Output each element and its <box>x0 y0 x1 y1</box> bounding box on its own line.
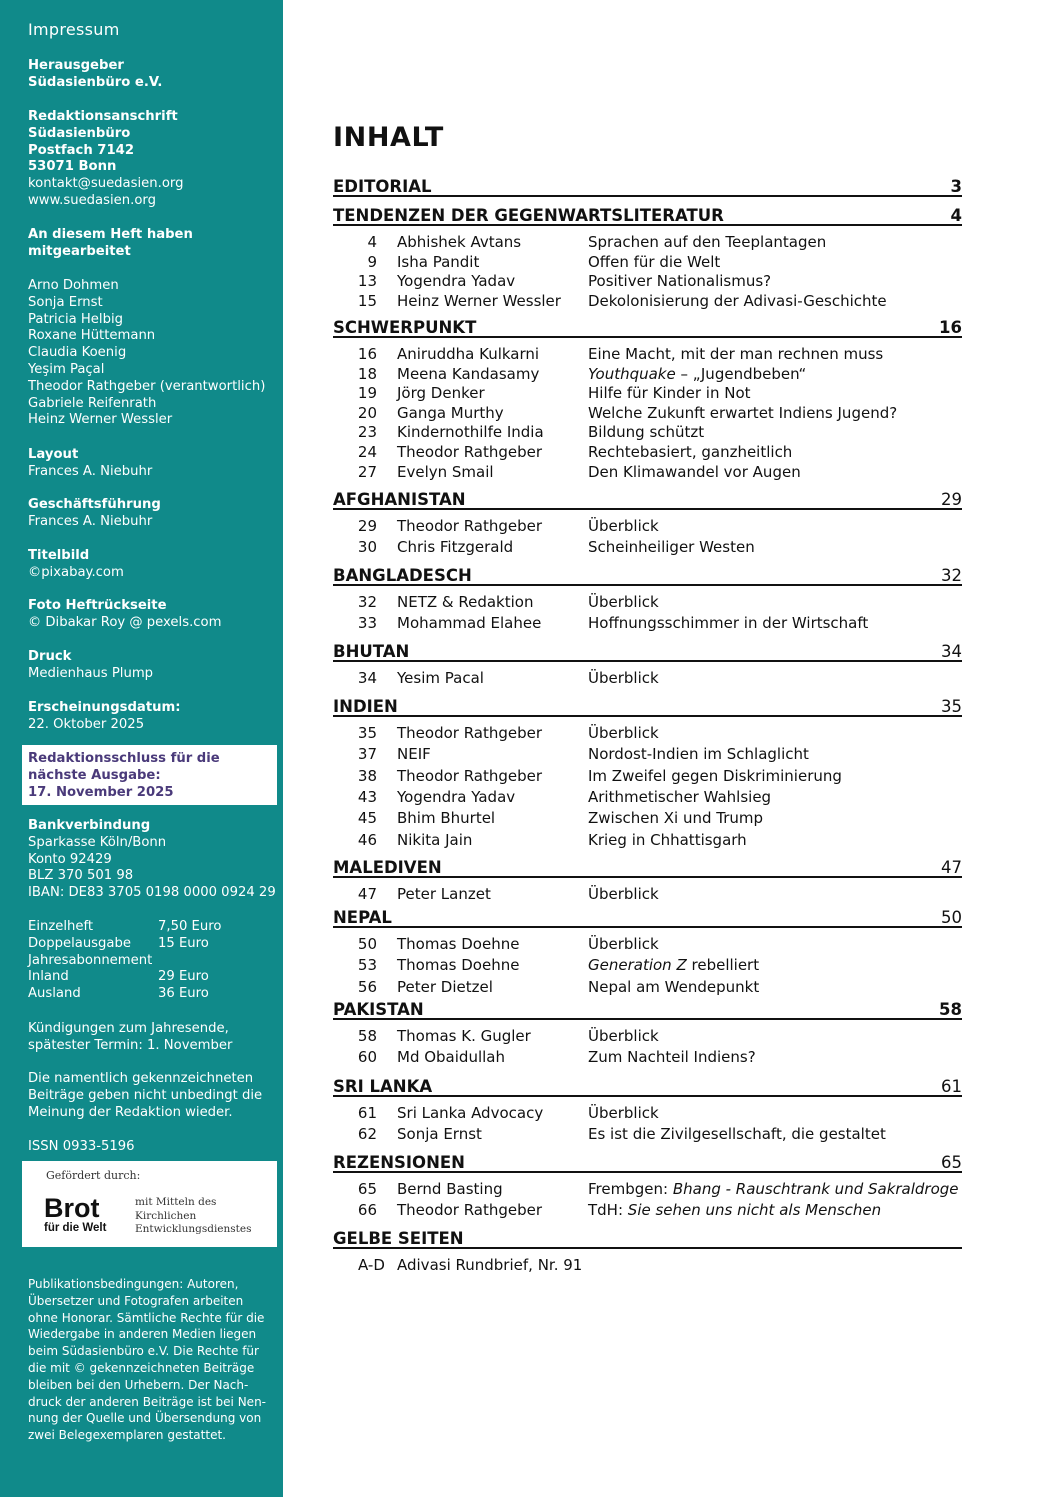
toc-entry-title: Rechtebasiert, ganzheitlich <box>588 443 793 461</box>
druck-value: Medienhaus Plump <box>28 665 154 681</box>
anschrift-line: 53071 Bonn <box>28 159 117 175</box>
price-row <box>28 986 221 1003</box>
toc-entry[interactable] <box>333 934 962 954</box>
toc-entry[interactable] <box>333 613 962 633</box>
herausgeber-block <box>28 58 162 92</box>
toc-section-header[interactable] <box>333 204 962 226</box>
toc-entry-page: 15 <box>357 292 377 310</box>
anschrift-label: Redaktionsanschrift <box>28 109 178 124</box>
toc-section-header[interactable] <box>333 1151 962 1173</box>
kuendigung-line: Kündigungen zum Jahresende, <box>28 1021 229 1036</box>
toc-entry[interactable] <box>333 462 962 482</box>
anschrift-line: Südasienbüro <box>28 125 131 141</box>
contributor: Patricia Helbig <box>28 311 123 327</box>
contributor: Arno Dohmen <box>28 278 119 293</box>
toc-entry-page: 50 <box>357 935 377 953</box>
toc-section-label: PAKISTAN <box>333 1000 424 1019</box>
toc-entry[interactable] <box>333 977 962 997</box>
druck-block <box>28 649 153 683</box>
toc-section-label: BANGLADESCH <box>333 566 472 585</box>
toc-entry-page: 20 <box>357 404 377 422</box>
toc-entry-author: Theodor Rathgeber <box>397 1201 543 1219</box>
toc-entry[interactable] <box>333 422 962 442</box>
toc-entry-title: Sprachen auf den Teeplantagen <box>588 233 827 251</box>
toc-entry[interactable] <box>333 1026 962 1046</box>
price-row <box>28 919 221 936</box>
foto-label: Foto Heftrückseite <box>28 598 167 613</box>
redaktionsschluss-box <box>22 745 277 805</box>
toc-entry[interactable] <box>333 364 962 384</box>
toc-entry-author: Adivasi Rundbrief, Nr. 91 <box>397 1256 583 1274</box>
toc-section-label: MALEDIVEN <box>333 858 442 877</box>
toc-entry[interactable] <box>333 1179 962 1199</box>
toc-entry-author: Peter Lanzet <box>397 885 491 903</box>
titelbild-block <box>28 548 124 582</box>
toc-section-header[interactable] <box>333 906 962 928</box>
toc-entry-title: Positiver Nationalismus? <box>588 272 772 290</box>
toc-entry[interactable] <box>333 516 962 536</box>
price-row <box>28 936 221 953</box>
toc-entry-page: 27 <box>357 463 377 481</box>
toc-entry-author: Abhishek Avtans <box>397 233 522 251</box>
gf-block <box>28 497 161 531</box>
toc-entry-author: NEIF <box>397 745 431 763</box>
anschrift-line: Postfach 7142 <box>28 142 135 158</box>
issn: ISSN 0933-5196 <box>28 1139 135 1154</box>
toc-entry-title: Arithmetischer Wahlsieg <box>588 788 772 806</box>
bank-block <box>28 818 276 902</box>
disclaimer-line: Beiträge geben nicht unbedingt die <box>28 1087 263 1103</box>
toc-entry-title: Überblick <box>588 1104 659 1122</box>
prices-block <box>28 919 221 1003</box>
impressum-sidebar <box>0 0 283 1497</box>
toc-entry[interactable] <box>333 744 962 764</box>
toc-entry-page: 30 <box>357 538 377 556</box>
toc-entry-title: Frembgen: Bhang - Rauschtrank und Sakraldroge <box>588 1180 959 1198</box>
toc-entry-title: Überblick <box>588 1027 659 1045</box>
toc-section-label: SCHWERPUNKT <box>333 318 477 337</box>
contact-website[interactable]: www.suedasien.org <box>28 192 156 208</box>
disclaimer-line: Die namentlich gekennzeichneten <box>28 1071 254 1086</box>
bank-line: IBAN: DE83 3705 0198 0000 0924 29 <box>28 885 276 901</box>
toc-section-page: 35 <box>941 697 962 716</box>
toc-entry-author: NETZ & Redaktion <box>397 593 534 611</box>
toc-section-label: AFGHANISTAN <box>333 490 466 509</box>
toc-entry[interactable] <box>333 955 962 975</box>
toc-entry[interactable] <box>333 592 962 612</box>
toc-entry-page: 9 <box>367 253 377 271</box>
toc-section-header[interactable] <box>333 1075 962 1097</box>
contributor: Yeşim Paçal <box>28 361 105 377</box>
toc-entry-author: Kindernothilfe India <box>397 423 544 441</box>
toc-entry-title: Eine Macht, mit der man rechnen muss <box>588 345 884 363</box>
toc-entry-author: Theodor Rathgeber <box>397 517 543 535</box>
toc-entry-title: Überblick <box>588 593 659 611</box>
brot-fuer-die-welt-logo: Brot <box>44 1193 100 1223</box>
price-label: Einzelheft <box>28 919 94 934</box>
kuendigung-block <box>28 1021 232 1055</box>
brot-logo-subtitle: für die Welt <box>44 1222 107 1234</box>
contact-email[interactable]: kontakt@suedasien.org <box>28 176 184 192</box>
toc-section-label: TENDENZEN DER GEGENWARTSLITERATUR <box>333 206 724 225</box>
toc-entry-author: Theodor Rathgeber <box>397 767 543 785</box>
toc-entry[interactable] <box>333 1255 962 1275</box>
toc-entry-author: Theodor Rathgeber <box>397 724 543 742</box>
layout-block <box>28 447 152 481</box>
foto-value: © Dibakar Roy @ pexels.com <box>28 614 222 630</box>
toc-section-label: NEPAL <box>333 908 392 927</box>
toc-entry-page: 32 <box>357 593 377 611</box>
toc-entry[interactable] <box>333 808 962 828</box>
price-label: Doppelausgabe <box>28 935 131 951</box>
toc-entry-title: Überblick <box>588 935 659 953</box>
toc-entry-page: 16 <box>357 345 377 363</box>
toc-entry-page: 24 <box>357 443 377 461</box>
toc-entry[interactable] <box>333 271 962 291</box>
toc-entry-page: 62 <box>357 1125 377 1143</box>
toc-section-page: 58 <box>939 1000 962 1019</box>
disclaimer-line: Meinung der Redaktion wieder. <box>28 1104 233 1120</box>
toc-entry-page: 19 <box>357 384 377 402</box>
toc-entry-title: Dekolonisierung der Adivasi-Geschichte <box>588 292 887 310</box>
toc-entry-author: Evelyn Smail <box>397 463 494 481</box>
toc-entry-page: 4 <box>367 233 377 251</box>
toc-entry-author: Bhim Bhurtel <box>397 809 496 827</box>
toc-entry-page: 18 <box>357 365 377 383</box>
toc-entry-title: Zum Nachteil Indiens? <box>588 1048 756 1066</box>
bank-line: BLZ 370 501 98 <box>28 868 134 884</box>
mitgearbeitet-label: An diesem Heft haben <box>28 227 193 242</box>
toc-entry[interactable] <box>333 344 962 364</box>
toc-entry-page: 38 <box>357 767 377 785</box>
toc-entry-title: Hoffnungsschimmer in der Wirtschaft <box>588 614 869 632</box>
sponsor-lead: Gefördert durch: <box>46 1169 141 1182</box>
toc-entry-title: Offen für die Welt <box>588 253 721 271</box>
toc-section-page: 34 <box>941 642 962 661</box>
toc-entry[interactable] <box>333 1047 962 1067</box>
toc-entry[interactable] <box>333 537 962 557</box>
toc-entry-author: Mohammad Elahee <box>397 614 542 632</box>
price-value: 29 Euro <box>158 969 209 985</box>
toc-section-page: 29 <box>941 490 962 509</box>
toc-entry[interactable] <box>333 1124 962 1144</box>
toc-entry-page: 37 <box>357 745 377 763</box>
toc-section-label: INDIEN <box>333 697 398 716</box>
toc-entry-title: Überblick <box>588 724 659 742</box>
toc-section-label: SRI LANKA <box>333 1077 433 1096</box>
toc-entry-page: 65 <box>357 1180 377 1198</box>
bank-line: Konto 92429 <box>28 851 112 867</box>
layout-value: Frances A. Niebuhr <box>28 463 153 479</box>
toc-section-page: 61 <box>941 1077 962 1096</box>
toc-entry[interactable] <box>333 252 962 272</box>
titelbild-value: ©pixabay.com <box>28 564 124 580</box>
toc-entry-title: Zwischen Xi und Trump <box>588 809 764 827</box>
toc-section-page: 47 <box>941 858 962 877</box>
toc-entry-title: Welche Zukunft erwartet Indiens Jugend? <box>588 404 898 422</box>
toc-entry-author: Nikita Jain <box>397 831 473 849</box>
toc-section-header[interactable] <box>333 175 962 197</box>
toc-entry-page: 56 <box>357 978 377 996</box>
contributors-list <box>28 278 265 429</box>
toc-entry-title: Nepal am Wendepunkt <box>588 978 760 996</box>
toc-section-header[interactable] <box>333 316 962 338</box>
toc-entry[interactable] <box>333 830 962 850</box>
toc-entry-title: Im Zweifel gegen Diskriminierung <box>588 767 842 785</box>
toc-section-page: 4 <box>950 206 962 225</box>
toc-entry[interactable] <box>333 766 962 786</box>
toc-entry[interactable] <box>333 723 962 743</box>
toc-entry-title: Krieg in Chhattisgarh <box>588 831 747 849</box>
toc-entry[interactable] <box>333 1200 962 1220</box>
toc-entry-author: Yesim Pacal <box>397 669 484 687</box>
price-label: Ausland <box>28 986 81 1002</box>
toc-entry-title: TdH: Sie sehen uns nicht als Menschen <box>588 1201 882 1219</box>
contributor: Theodor Rathgeber (verantwortlich) <box>28 378 266 394</box>
toc-entry-author: Chris Fitzgerald <box>397 538 514 556</box>
toc-entry-page: 58 <box>357 1027 377 1045</box>
schluss-line: Redaktionsschluss für die <box>28 751 220 766</box>
toc-entry-author: Isha Pandit <box>397 253 480 271</box>
toc-entry[interactable] <box>333 442 962 462</box>
toc-section-header[interactable] <box>333 695 962 717</box>
toc-section-label: GELBE SEITEN <box>333 1229 464 1248</box>
sponsor-mittel: mit Mitteln des Kirchlichen Entwicklungsdienstes <box>135 1196 252 1235</box>
contributor: Roxane Hüttemann <box>28 328 156 344</box>
toc-entry[interactable] <box>333 403 962 423</box>
price-row <box>28 969 221 986</box>
toc-entry-page: 53 <box>357 956 377 974</box>
toc-entry-author: Heinz Werner Wessler <box>397 292 561 310</box>
toc-entry-page: 61 <box>357 1104 377 1122</box>
toc-section-label: BHUTAN <box>333 642 410 661</box>
layout-label: Layout <box>28 447 79 462</box>
toc-entry[interactable] <box>333 291 962 311</box>
toc-section-page: 65 <box>941 1153 962 1172</box>
toc-entry[interactable] <box>333 787 962 807</box>
toc-entry[interactable] <box>333 232 962 252</box>
price-value: 7,50 Euro <box>158 919 222 934</box>
toc-entry-author: Md Obaidullah <box>397 1048 505 1066</box>
disclaimer-block <box>28 1071 262 1121</box>
toc-section-header[interactable] <box>333 856 962 878</box>
toc-entry-title: Bildung schützt <box>588 423 705 441</box>
toc-entry-page: 47 <box>357 885 377 903</box>
price-label: Inland <box>28 969 69 985</box>
toc-section-header[interactable] <box>333 1227 962 1249</box>
schluss-line: nächste Ausgabe: <box>28 767 161 783</box>
toc-entry-page: A-D <box>358 1256 385 1274</box>
erscheinung-value: 22. Oktober 2025 <box>28 716 145 732</box>
toc-section-page: 32 <box>941 566 962 585</box>
contributor: Gabriele Reifenrath <box>28 395 157 411</box>
druck-label: Druck <box>28 649 72 664</box>
toc-entry-author: Thomas Doehne <box>397 935 520 953</box>
sponsor-box <box>22 1161 277 1247</box>
titelbild-label: Titelbild <box>28 548 90 563</box>
contributor: Heinz Werner Wessler <box>28 412 173 428</box>
toc-entry-page: 43 <box>357 788 377 806</box>
toc-entry-page: 45 <box>357 809 377 827</box>
toc-section-page: 16 <box>939 318 962 337</box>
toc-section-header[interactable] <box>333 998 962 1020</box>
gf-value: Frances A. Niebuhr <box>28 513 153 529</box>
toc-entry-title: Youthquake – „Jugendbeben“ <box>588 365 807 383</box>
toc-entry-page: 66 <box>357 1201 377 1219</box>
toc-entry-title: Es ist die Zivilgesellschaft, die gestaltet <box>588 1125 886 1143</box>
contributor: Sonja Ernst <box>28 294 103 310</box>
toc-entry-author: Thomas K. Gugler <box>397 1027 531 1045</box>
toc-entry[interactable] <box>333 884 962 904</box>
erscheinung-block <box>28 700 181 734</box>
toc-entry-title: Überblick <box>588 669 659 687</box>
toc-section-header[interactable] <box>333 564 962 586</box>
toc-title: INHALT <box>333 122 444 153</box>
toc-entry-title: Überblick <box>588 517 659 535</box>
herausgeber-value: Südasienbüro e.V. <box>28 74 163 90</box>
price-label: Jahresabonnement <box>28 952 153 968</box>
toc-section-page: 3 <box>950 177 962 196</box>
toc-entry-page: 23 <box>357 423 377 441</box>
toc-section-label: EDITORIAL <box>333 177 432 196</box>
toc-entry-author: Yogendra Yadav <box>397 272 516 290</box>
foto-block <box>28 598 221 632</box>
toc-entry[interactable] <box>333 383 962 403</box>
erscheinung-label: Erscheinungsdatum: <box>28 700 181 715</box>
toc-entry-title: Scheinheiliger Westen <box>588 538 755 556</box>
price-value: 36 Euro <box>158 986 209 1002</box>
toc-entry[interactable] <box>333 668 962 688</box>
toc-section-page: 50 <box>941 908 962 927</box>
bank-label: Bankverbindung <box>28 818 151 833</box>
gf-label: Geschäftsführung <box>28 497 161 512</box>
toc-entry-author: Meena Kandasamy <box>397 365 540 383</box>
mitgearbeitet-label: mitgearbeitet <box>28 243 131 259</box>
mitgearbeitet-block <box>28 227 193 261</box>
anschrift-block <box>28 109 183 210</box>
toc-entry-author: Jörg Denker <box>397 384 485 402</box>
toc-entry-author: Ganga Murthy <box>397 404 504 422</box>
toc-entry-title: Den Klimawandel vor Augen <box>588 463 801 481</box>
toc-entry-author: Peter Dietzel <box>397 978 493 996</box>
toc-entry-author: Sonja Ernst <box>397 1125 482 1143</box>
toc-entry-page: 34 <box>357 669 377 687</box>
price-value: 15 Euro <box>158 935 209 951</box>
herausgeber-label: Herausgeber <box>28 58 124 73</box>
toc-entry-author: Thomas Doehne <box>397 956 520 974</box>
toc-entry-author: Theodor Rathgeber <box>397 443 543 461</box>
contributor: Claudia Koenig <box>28 345 127 361</box>
kuendigung-line: spätester Termin: 1. November <box>28 1037 233 1053</box>
toc-entry-title: Nordost-Indien im Schlaglicht <box>588 745 809 763</box>
toc-entry-author: Aniruddha Kulkarni <box>397 345 540 363</box>
price-row <box>28 953 221 970</box>
toc-entry-author: Sri Lanka Advocacy <box>397 1104 544 1122</box>
toc-entry-page: 13 <box>357 272 377 290</box>
toc-entry-page: 33 <box>357 614 377 632</box>
toc-entry-page: 60 <box>357 1048 377 1066</box>
toc-entry-page: 35 <box>357 724 377 742</box>
impressum-heading: Impressum <box>28 20 120 39</box>
toc-entry-author: Yogendra Yadav <box>397 788 516 806</box>
toc-entry-page: 46 <box>357 831 377 849</box>
publikation-block: Publikationsbedingungen: Autoren, Übersetzer und Fotografen arbeiten ohne Honorar. Sämtliche Rechte für die Wiedergabe in anderen Medien liegen beim Südasienbüro e.V. Die Rechte für die mit © gekennzeichneten Beiträge bleiben bei den Urhebern. Der Nach- druck der anderen Beiträge ist bei Nen- nung der Quelle und Übersendung von zwei Belegexemplaren gestattet. <box>28 1277 267 1443</box>
toc-entry-title: Generation Z rebelliert <box>588 956 760 974</box>
toc-entry-title: Hilfe für Kinder in Not <box>588 384 751 402</box>
toc-section-header[interactable] <box>333 488 962 510</box>
schluss-line: 17. November 2025 <box>28 784 174 800</box>
toc-entry[interactable] <box>333 1103 962 1123</box>
toc-section-header[interactable] <box>333 640 962 662</box>
bank-line: Sparkasse Köln/Bonn <box>28 834 167 850</box>
toc-entry-author: Bernd Basting <box>397 1180 503 1198</box>
toc-entry-page: 29 <box>357 517 377 535</box>
toc-entry-title: Überblick <box>588 885 659 903</box>
toc-section-label: REZENSIONEN <box>333 1153 465 1172</box>
